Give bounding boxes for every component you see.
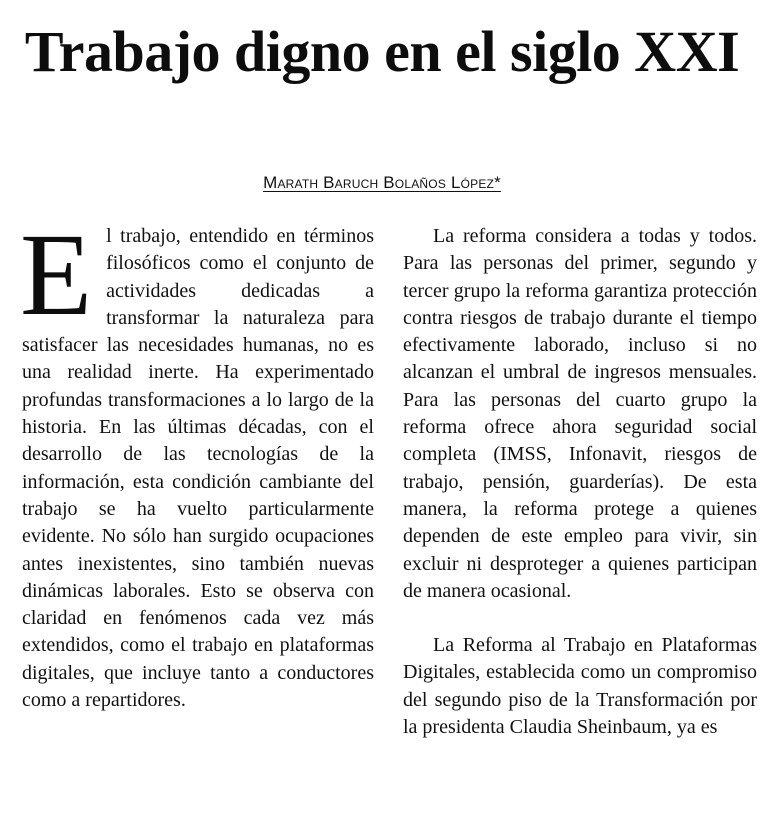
right-paragraph-2: La Reforma al Trabajo en Plataformas Digitales, establecida como un compromiso del segundo piso de la Transformación por la presidenta Claudia Sheinbaum, ya es xyxy=(403,634,757,739)
drop-cap: E xyxy=(20,209,93,340)
article-title: Trabajo digno en el siglo XXI xyxy=(24,19,740,84)
left-column xyxy=(20,209,374,714)
author-byline xyxy=(0,172,764,194)
left-paragraph-1-text: l trabajo, entendido en términos filosóficos como el conjunto de actividades dedicadas a transformar la naturaleza para satisfacer las necesidades humanas, no es una realidad inerte. Ha experimentado profundas transformaciones a lo largo de la historia. En las últimas décadas, con el desarrollo de las tecnologías de la información, esta condición cambiante del trabajo se ha vuelto particularmente evidente. No sólo han surgido ocupaciones antes inexistentes, sino también nuevas dinámicas laborales. Esto se observa con claridad en fenómenos cada vez más extendidos, como el trabajo en plataformas digitales, que incluye tanto a conductores como a repartidores. xyxy=(22,225,374,712)
author-name: Marath Baruch Bolaños López* xyxy=(263,173,501,192)
left-paragraph-1 xyxy=(20,209,374,714)
right-paragraph-1: La reforma considera a todas y todos. Para las personas del primer, segundo y tercer grupo la reforma garantiza protección contra riesgos de trabajo durante el tiempo efectivamente laborado, incluso si no alcanzan el umbral de ingresos mensuales. Para las personas del cuarto grupo la reforma ofrece ahora seguridad social completa (IMSS, Infonavit, riesgos de trabajo, pensión, guarderías). De esta manera, la reforma protege a quienes dependen de este empleo para vivir, sin excluir ni desproteger a quienes participan de manera ocasional. xyxy=(403,225,757,602)
right-column xyxy=(403,223,757,741)
